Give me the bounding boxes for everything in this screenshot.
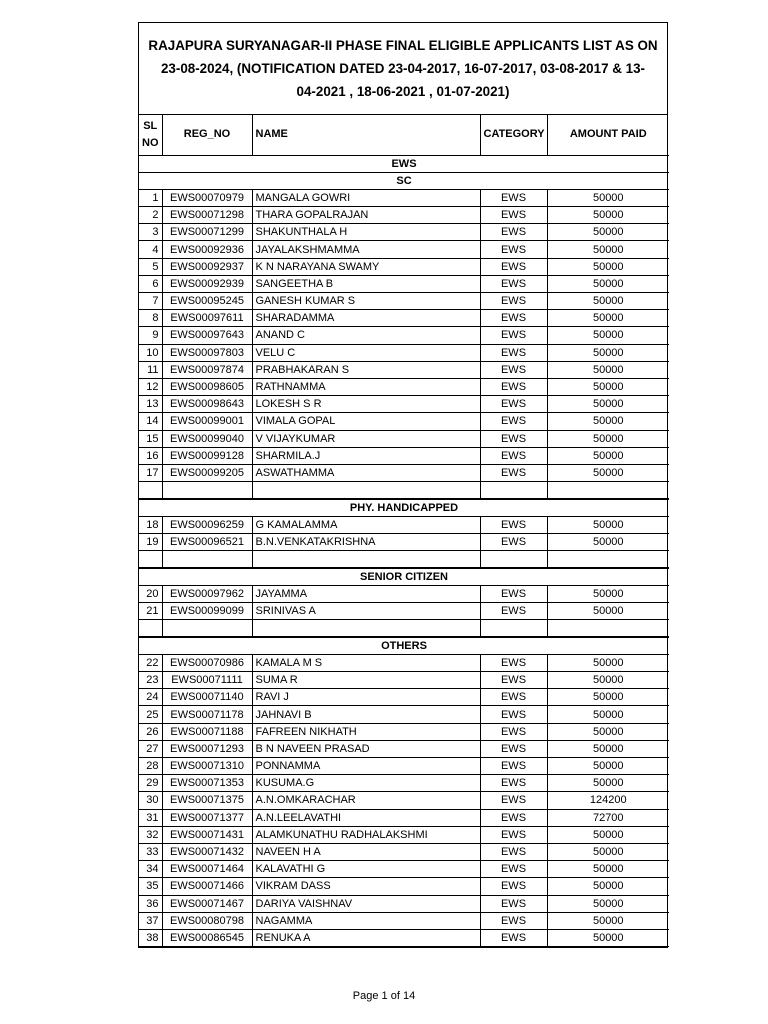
cell-category: EWS: [480, 224, 547, 241]
cell-reg-no: EWS00071432: [162, 843, 252, 860]
table-row: [139, 258, 669, 275]
cell-name: A.N.LEELAVATHI: [252, 809, 480, 826]
cell-name: B.N.VENKATAKRISHNA: [252, 533, 480, 550]
spacer-cell: [480, 620, 547, 637]
table-header-row: [139, 115, 669, 155]
cell-sl-no: 9: [139, 327, 162, 344]
cell-category: EWS: [480, 740, 547, 757]
spacer-cell: [139, 620, 162, 637]
table-row: [139, 912, 669, 929]
title-line-2: 23-08-2024, (NOTIFICATION DATED 23-04-2017, 16-07-2017, 03-08-2017 & 13-: [160, 61, 645, 76]
cell-reg-no: EWS00098643: [162, 396, 252, 413]
cell-category: EWS: [480, 912, 547, 929]
cell-name: LOKESH S R: [252, 396, 480, 413]
table-row: [139, 344, 669, 361]
cell-amount-paid: 50000: [547, 929, 669, 946]
cell-sl-no: 4: [139, 241, 162, 258]
cell-category: EWS: [480, 723, 547, 740]
table-row: [139, 740, 669, 757]
cell-amount-paid: 50000: [547, 344, 669, 361]
cell-name: JAYALAKSHMAMMA: [252, 241, 480, 258]
table-row: [139, 327, 669, 344]
table-row: [139, 843, 669, 860]
cell-reg-no: EWS00071353: [162, 775, 252, 792]
spacer-row: [139, 551, 669, 568]
table-row: [139, 413, 669, 430]
title-line-3: 04-2021 , 18-06-2021 , 01-07-2021): [296, 84, 510, 99]
cell-name: KUSUMA.G: [252, 775, 480, 792]
group-row: [139, 155, 669, 172]
cell-amount-paid: 50000: [547, 689, 669, 706]
section-header-row: [139, 172, 669, 189]
table-row: [139, 189, 669, 206]
cell-amount-paid: 50000: [547, 378, 669, 395]
cell-sl-no: 10: [139, 344, 162, 361]
cell-amount-paid: 50000: [547, 293, 669, 310]
cell-category: EWS: [480, 826, 547, 843]
cell-name: RAVI J: [252, 689, 480, 706]
cell-reg-no: EWS00098605: [162, 378, 252, 395]
cell-amount-paid: 72700: [547, 809, 669, 826]
cell-amount-paid: 50000: [547, 516, 669, 533]
cell-amount-paid: 50000: [547, 654, 669, 671]
header-sl-no: SL NO: [139, 115, 162, 155]
cell-sl-no: 24: [139, 689, 162, 706]
cell-amount-paid: 50000: [547, 843, 669, 860]
cell-category: EWS: [480, 758, 547, 775]
cell-category: EWS: [480, 207, 547, 224]
cell-amount-paid: 50000: [547, 464, 669, 481]
table-row: [139, 826, 669, 843]
page-footer: Page 1 of 14: [352, 990, 416, 1002]
cell-amount-paid: 50000: [547, 361, 669, 378]
cell-sl-no: 14: [139, 413, 162, 430]
cell-name: RENUKA A: [252, 929, 480, 946]
cell-reg-no: EWS00080798: [162, 912, 252, 929]
cell-amount-paid: 50000: [547, 895, 669, 912]
table-row: [139, 464, 669, 481]
cell-amount-paid: 50000: [547, 603, 669, 620]
cell-category: EWS: [480, 293, 547, 310]
cell-reg-no: EWS00071310: [162, 758, 252, 775]
table-row: [139, 792, 669, 809]
cell-sl-no: 21: [139, 603, 162, 620]
cell-sl-no: 27: [139, 740, 162, 757]
spacer-cell: [252, 482, 480, 499]
cell-name: KALAVATHI G: [252, 861, 480, 878]
cell-sl-no: 3: [139, 224, 162, 241]
header-amount-paid: AMOUNT PAID: [547, 115, 669, 155]
cell-name: PRABHAKARAN S: [252, 361, 480, 378]
cell-reg-no: EWS00097643: [162, 327, 252, 344]
cell-category: EWS: [480, 689, 547, 706]
cell-reg-no: EWS00099040: [162, 430, 252, 447]
cell-name: SUMA R: [252, 672, 480, 689]
table-row: [139, 585, 669, 602]
table-row: [139, 895, 669, 912]
cell-reg-no: EWS00071298: [162, 207, 252, 224]
cell-reg-no: EWS00099205: [162, 464, 252, 481]
spacer-cell: [162, 551, 252, 568]
cell-category: EWS: [480, 413, 547, 430]
cell-name: B N NAVEEN PRASAD: [252, 740, 480, 757]
applicants-list-sheet: [138, 22, 668, 948]
spacer-cell: [162, 620, 252, 637]
cell-sl-no: 22: [139, 654, 162, 671]
cell-amount-paid: 124200: [547, 792, 669, 809]
table-row: [139, 447, 669, 464]
cell-category: EWS: [480, 603, 547, 620]
cell-category: EWS: [480, 189, 547, 206]
cell-category: EWS: [480, 447, 547, 464]
cell-name: VELU C: [252, 344, 480, 361]
cell-amount-paid: 50000: [547, 758, 669, 775]
document-title: [139, 23, 667, 115]
cell-category: EWS: [480, 378, 547, 395]
table-row: [139, 809, 669, 826]
cell-name: JAYAMMA: [252, 585, 480, 602]
table-row: [139, 310, 669, 327]
cell-sl-no: 17: [139, 464, 162, 481]
cell-sl-no: 29: [139, 775, 162, 792]
cell-amount-paid: 50000: [547, 310, 669, 327]
spacer-row: [139, 620, 669, 637]
cell-sl-no: 38: [139, 929, 162, 946]
cell-amount-paid: 50000: [547, 912, 669, 929]
spacer-cell: [480, 482, 547, 499]
cell-category: EWS: [480, 533, 547, 550]
table-row: [139, 275, 669, 292]
cell-reg-no: EWS00071140: [162, 689, 252, 706]
cell-reg-no: EWS00071466: [162, 878, 252, 895]
table-row: [139, 878, 669, 895]
spacer-cell: [480, 551, 547, 568]
cell-reg-no: EWS00071299: [162, 224, 252, 241]
cell-category: EWS: [480, 929, 547, 946]
table-row: [139, 533, 669, 550]
cell-name: SHARADAMMA: [252, 310, 480, 327]
cell-sl-no: 8: [139, 310, 162, 327]
cell-category: EWS: [480, 464, 547, 481]
cell-sl-no: 23: [139, 672, 162, 689]
cell-category: EWS: [480, 843, 547, 860]
cell-reg-no: EWS00071431: [162, 826, 252, 843]
cell-reg-no: EWS00096259: [162, 516, 252, 533]
cell-name: SHAKUNTHALA H: [252, 224, 480, 241]
table-row: [139, 706, 669, 723]
header-reg-no: REG_NO: [162, 115, 252, 155]
table-row: [139, 361, 669, 378]
table-row: [139, 689, 669, 706]
cell-category: EWS: [480, 396, 547, 413]
table-row: [139, 293, 669, 310]
cell-amount-paid: 50000: [547, 723, 669, 740]
cell-sl-no: 2: [139, 207, 162, 224]
cell-category: EWS: [480, 654, 547, 671]
spacer-cell: [139, 482, 162, 499]
cell-category: EWS: [480, 809, 547, 826]
cell-name: G KAMALAMMA: [252, 516, 480, 533]
cell-reg-no: EWS00071464: [162, 861, 252, 878]
cell-name: ALAMKUNATHU RADHALAKSHMI: [252, 826, 480, 843]
cell-sl-no: 13: [139, 396, 162, 413]
table-row: [139, 241, 669, 258]
cell-sl-no: 18: [139, 516, 162, 533]
spacer-cell: [547, 482, 669, 499]
cell-amount-paid: 50000: [547, 258, 669, 275]
cell-reg-no: EWS00070979: [162, 189, 252, 206]
cell-name: GANESH KUMAR S: [252, 293, 480, 310]
cell-sl-no: 28: [139, 758, 162, 775]
cell-sl-no: 26: [139, 723, 162, 740]
cell-amount-paid: 50000: [547, 189, 669, 206]
table-row: [139, 430, 669, 447]
cell-amount-paid: 50000: [547, 413, 669, 430]
cell-sl-no: 1: [139, 189, 162, 206]
cell-category: EWS: [480, 792, 547, 809]
cell-name: NAGAMMA: [252, 912, 480, 929]
title-line-1: RAJAPURA SURYANAGAR-II PHASE FINAL ELIGIBLE APPLICANTS LIST AS ON: [148, 38, 658, 53]
cell-name: NAVEEN H A: [252, 843, 480, 860]
table-row: [139, 758, 669, 775]
cell-amount-paid: 50000: [547, 396, 669, 413]
spacer-cell: [547, 551, 669, 568]
cell-amount-paid: 50000: [547, 224, 669, 241]
cell-name: ASWATHAMMA: [252, 464, 480, 481]
cell-name: VIKRAM DASS: [252, 878, 480, 895]
cell-name: ANAND C: [252, 327, 480, 344]
cell-sl-no: 36: [139, 895, 162, 912]
table-row: [139, 775, 669, 792]
spacer-cell: [139, 551, 162, 568]
cell-reg-no: EWS00071111: [162, 672, 252, 689]
cell-category: EWS: [480, 861, 547, 878]
section-label: SC: [139, 172, 669, 189]
cell-name: PONNAMMA: [252, 758, 480, 775]
section-header-row: [139, 637, 669, 655]
cell-amount-paid: 50000: [547, 533, 669, 550]
cell-amount-paid: 50000: [547, 241, 669, 258]
cell-reg-no: EWS00099001: [162, 413, 252, 430]
cell-name: JAHNAVI B: [252, 706, 480, 723]
section-header-row: [139, 568, 669, 586]
cell-sl-no: 20: [139, 585, 162, 602]
cell-amount-paid: 50000: [547, 672, 669, 689]
cell-sl-no: 11: [139, 361, 162, 378]
cell-reg-no: EWS00092937: [162, 258, 252, 275]
cell-amount-paid: 50000: [547, 706, 669, 723]
cell-amount-paid: 50000: [547, 878, 669, 895]
cell-name: SANGEETHA B: [252, 275, 480, 292]
cell-sl-no: 19: [139, 533, 162, 550]
cell-name: K N NARAYANA SWAMY: [252, 258, 480, 275]
cell-amount-paid: 50000: [547, 585, 669, 602]
cell-category: EWS: [480, 516, 547, 533]
cell-category: EWS: [480, 310, 547, 327]
cell-category: EWS: [480, 585, 547, 602]
cell-sl-no: 7: [139, 293, 162, 310]
cell-reg-no: EWS00099099: [162, 603, 252, 620]
cell-amount-paid: 50000: [547, 740, 669, 757]
cell-sl-no: 37: [139, 912, 162, 929]
table-row: [139, 861, 669, 878]
cell-sl-no: 12: [139, 378, 162, 395]
cell-amount-paid: 50000: [547, 430, 669, 447]
cell-name: MANGALA GOWRI: [252, 189, 480, 206]
cell-sl-no: 30: [139, 792, 162, 809]
cell-reg-no: EWS00099128: [162, 447, 252, 464]
cell-name: V VIJAYKUMAR: [252, 430, 480, 447]
section-header-row: [139, 499, 669, 517]
cell-name: A.N.OMKARACHAR: [252, 792, 480, 809]
spacer-row: [139, 482, 669, 499]
spacer-cell: [252, 620, 480, 637]
table-row: [139, 603, 669, 620]
cell-reg-no: EWS00095245: [162, 293, 252, 310]
table-row: [139, 396, 669, 413]
cell-amount-paid: 50000: [547, 861, 669, 878]
cell-category: EWS: [480, 775, 547, 792]
cell-reg-no: EWS00097803: [162, 344, 252, 361]
cell-reg-no: EWS00092939: [162, 275, 252, 292]
table-row: [139, 378, 669, 395]
cell-category: EWS: [480, 895, 547, 912]
cell-reg-no: EWS00071467: [162, 895, 252, 912]
cell-sl-no: 5: [139, 258, 162, 275]
table-row: [139, 516, 669, 533]
cell-reg-no: EWS00097874: [162, 361, 252, 378]
cell-name: KAMALA M S: [252, 654, 480, 671]
cell-sl-no: 33: [139, 843, 162, 860]
cell-name: SRINIVAS A: [252, 603, 480, 620]
cell-category: EWS: [480, 878, 547, 895]
cell-sl-no: 25: [139, 706, 162, 723]
cell-amount-paid: 50000: [547, 275, 669, 292]
cell-sl-no: 34: [139, 861, 162, 878]
cell-name: THARA GOPALRAJAN: [252, 207, 480, 224]
cell-category: EWS: [480, 275, 547, 292]
table-row: [139, 654, 669, 671]
cell-category: EWS: [480, 672, 547, 689]
cell-category: EWS: [480, 327, 547, 344]
spacer-cell: [252, 551, 480, 568]
cell-reg-no: EWS00070986: [162, 654, 252, 671]
section-label: SENIOR CITIZEN: [139, 568, 669, 586]
spacer-cell: [547, 620, 669, 637]
cell-amount-paid: 50000: [547, 207, 669, 224]
table-row: [139, 929, 669, 946]
table-row: [139, 224, 669, 241]
cell-name: DARIYA VAISHNAV: [252, 895, 480, 912]
cell-reg-no: EWS00096521: [162, 533, 252, 550]
spacer-cell: [162, 482, 252, 499]
cell-reg-no: EWS00092936: [162, 241, 252, 258]
cell-reg-no: EWS00071178: [162, 706, 252, 723]
cell-sl-no: 31: [139, 809, 162, 826]
cell-name: FAFREEN NIKHATH: [252, 723, 480, 740]
table-row: [139, 672, 669, 689]
cell-reg-no: EWS00071188: [162, 723, 252, 740]
cell-category: EWS: [480, 241, 547, 258]
group-label: EWS: [139, 155, 669, 172]
cell-reg-no: EWS00086545: [162, 929, 252, 946]
cell-category: EWS: [480, 361, 547, 378]
cell-category: EWS: [480, 258, 547, 275]
cell-category: EWS: [480, 344, 547, 361]
cell-sl-no: 16: [139, 447, 162, 464]
cell-reg-no: EWS00071377: [162, 809, 252, 826]
section-label: OTHERS: [139, 637, 669, 655]
table-row: [139, 207, 669, 224]
cell-amount-paid: 50000: [547, 775, 669, 792]
applicants-table: [139, 115, 669, 947]
cell-name: SHARMILA.J: [252, 447, 480, 464]
section-label: PHY. HANDICAPPED: [139, 499, 669, 517]
cell-sl-no: 6: [139, 275, 162, 292]
cell-amount-paid: 50000: [547, 447, 669, 464]
cell-amount-paid: 50000: [547, 826, 669, 843]
cell-reg-no: EWS00071375: [162, 792, 252, 809]
table-row: [139, 723, 669, 740]
cell-sl-no: 32: [139, 826, 162, 843]
cell-name: VIMALA GOPAL: [252, 413, 480, 430]
cell-category: EWS: [480, 430, 547, 447]
cell-amount-paid: 50000: [547, 327, 669, 344]
table-body: [139, 155, 669, 947]
cell-reg-no: EWS00071293: [162, 740, 252, 757]
header-category: CATEGORY: [480, 115, 547, 155]
cell-category: EWS: [480, 706, 547, 723]
cell-sl-no: 15: [139, 430, 162, 447]
cell-sl-no: 35: [139, 878, 162, 895]
cell-reg-no: EWS00097962: [162, 585, 252, 602]
header-name: NAME: [252, 115, 480, 155]
cell-name: RATHNAMMA: [252, 378, 480, 395]
cell-reg-no: EWS00097611: [162, 310, 252, 327]
